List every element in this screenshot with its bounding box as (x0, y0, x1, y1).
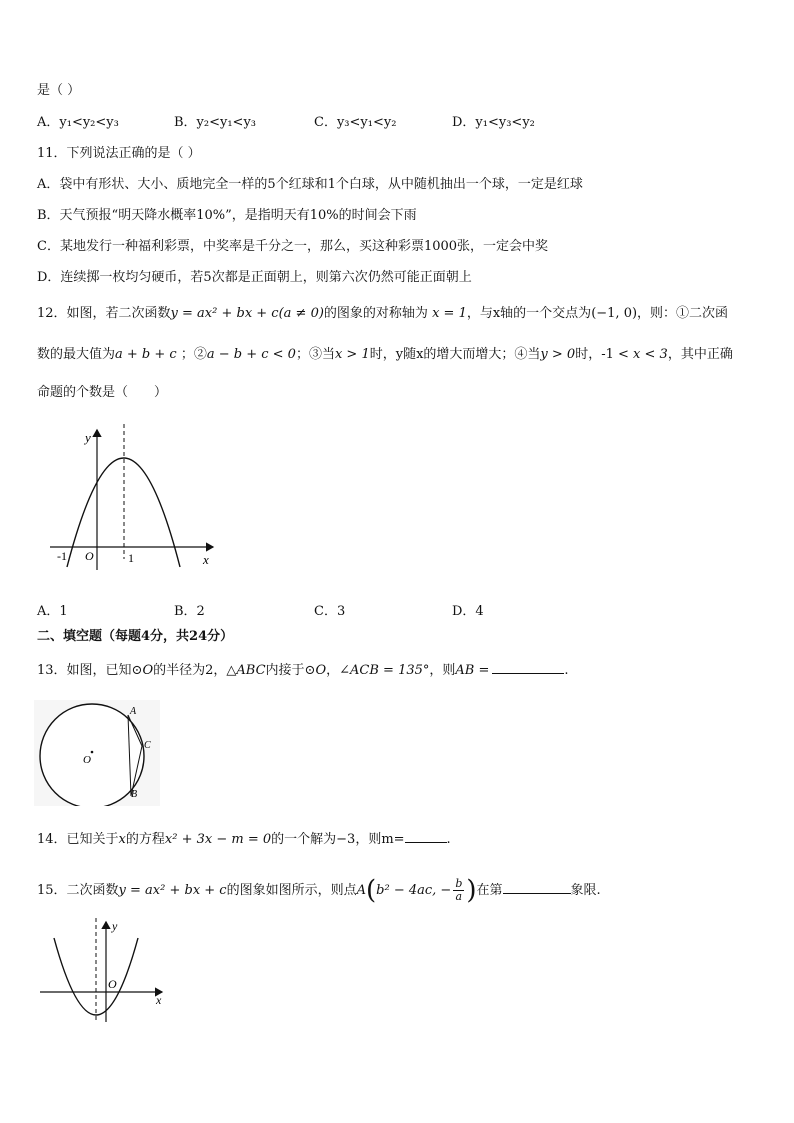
q13-text-a: 13．如图，已知⊙ (37, 663, 143, 678)
q10-option-d: D．y₁<y₃<y₂ (452, 115, 535, 130)
q12-text-2e: 时，-1 < (575, 347, 629, 362)
q12-text-2d: 时，y随x的增大而增大；④当 (369, 347, 541, 362)
q15-answer-blank[interactable] (503, 881, 571, 894)
q12-point: (−1, 0) (591, 306, 638, 321)
q13-end: . (564, 663, 569, 678)
q12-line1 (37, 305, 728, 323)
q12-f2: a − b + c < 0 (206, 347, 296, 362)
q10-option-b: B．y₂<y₁<y₃ (174, 115, 257, 130)
q15-fraction (453, 878, 464, 903)
q12-text-2b: ；② (180, 347, 207, 362)
q12-text-2c: ；③当 (295, 347, 335, 362)
q13-circle-figure (34, 700, 160, 806)
q12-text-1c: ，与x轴的一个交点为 (466, 306, 592, 321)
q13-label-b: B (131, 789, 138, 800)
q13-triangle: △ABC (226, 663, 266, 678)
q12-option-b: B．2 (174, 604, 205, 619)
q15-text-c: 在第 (476, 883, 503, 898)
q12-option-a: A．1 (37, 604, 68, 619)
q13-label-c: C (144, 740, 151, 751)
q15-frac-den: a (455, 890, 463, 903)
q14-equation: x² + 3x − m = 0 (164, 832, 272, 847)
q14-answer-blank[interactable] (405, 830, 447, 843)
q12-f3: x > 1 (334, 347, 370, 362)
q14-text-b: 的方程 (125, 832, 165, 847)
q15-frac-num: b (455, 877, 463, 890)
q12-origin-label: O (85, 549, 94, 563)
q11-option-c: C．某地发行一种福利彩票，中奖率是千分之一，那么，买这种彩票1000张，一定会中奖 (37, 239, 549, 254)
q13-angle: ∠ACB = 135° (339, 663, 430, 678)
q13-stem (37, 661, 569, 680)
q15-paren-left: ( (366, 875, 377, 906)
q12-text-1d: ，则：①二次函 (637, 306, 729, 321)
q12-axis: x = 1 (432, 306, 467, 321)
q13-label-a: A (130, 706, 137, 717)
q10-option-a: A．y₁<y₂<y₃ (37, 115, 119, 130)
q15-origin-label: O (108, 977, 117, 991)
q12-option-c: C．3 (314, 604, 346, 619)
q15-text-a: 15．二次函数 (37, 883, 119, 898)
q12-one-label: 1 (128, 551, 134, 565)
q13-answer-blank[interactable] (492, 661, 564, 674)
q12-text-1b: 的图象的对称轴为 (323, 306, 428, 321)
q13-center-dot (91, 751, 94, 754)
q15-text-b: 的图象如图所示，则点 (226, 883, 357, 898)
q15-stem (37, 875, 601, 906)
q12-formula: y = ax² + bx + c(a ≠ 0) (170, 306, 324, 321)
q12-option-d: D．4 (452, 604, 484, 619)
q13-text-e: ，则 (429, 663, 456, 678)
section-title-fill-blank: 二、填空题（每题4分，共24分） (37, 629, 234, 644)
q11-option-a: A．袋中有形状、大小、质地完全一样的5个红球和1个白球，从中随机抽出一个球，一定是红球 (37, 177, 583, 192)
q14-stem (37, 830, 451, 849)
q13-o2: O (315, 663, 327, 678)
q13-o1: O (142, 663, 154, 678)
q12-line3: 命题的个数是（ ） (37, 385, 168, 400)
q12-f5: x < 3 (633, 347, 668, 362)
q14-text-c: 的一个解为 (271, 832, 337, 847)
q13-text-b: 的半径为2， (153, 663, 227, 678)
q12-line2 (37, 346, 733, 364)
q11-option-b: B．天气预报“明天降水概率10%”，是指明天有10%的时间会下雨 (37, 208, 417, 223)
q13-label-o: O (83, 754, 91, 766)
q14-text-d: ，则m= (355, 832, 405, 847)
q10-tail: 是（ ） (37, 83, 81, 98)
q15-x-label: x (156, 993, 162, 1007)
q15-paren-right: ) (466, 875, 477, 906)
q14-text-a: 14．已知关于 (37, 832, 119, 847)
q12-neg-one-label: -1 (57, 549, 67, 563)
q15-coord: b² − 4ac, − (376, 883, 452, 898)
q12-text-2a: 数的最大值为 (37, 347, 116, 362)
q12-y-label: y (85, 430, 91, 445)
q15-point-name: A (356, 883, 366, 898)
q12-f4: y > 0 (540, 347, 576, 362)
q12-text-2g: ，其中正确 (667, 347, 733, 362)
q15-function: y = ax² + bx + c (118, 883, 227, 898)
q15-y-label: y (112, 919, 118, 933)
q13-text-c: 内接于⊙ (265, 663, 316, 678)
q14-end: . (446, 832, 451, 847)
q13-text-d: ， (326, 663, 340, 678)
q11-option-d: D．连续掷一枚均匀硬币，若5次都是正面朝上，则第六次仍然可能正面朝上 (37, 270, 472, 285)
q11-stem: 11．下列说法正确的是（ ） (37, 146, 201, 161)
q14-x: x (118, 832, 126, 847)
q15-parabola-graph (38, 918, 170, 1024)
q12-f1: a + b + c (115, 347, 177, 362)
q12-parabola-graph (45, 424, 225, 574)
q12-text-1a: 12．如图，若二次函数 (37, 306, 171, 321)
q10-option-c: C．y₃<y₁<y₂ (314, 115, 397, 130)
q14-value: −3 (336, 832, 356, 847)
q13-ab: AB = (455, 663, 490, 678)
q15-text-d: 象限. (570, 883, 601, 898)
q12-x-label: x (203, 552, 209, 567)
